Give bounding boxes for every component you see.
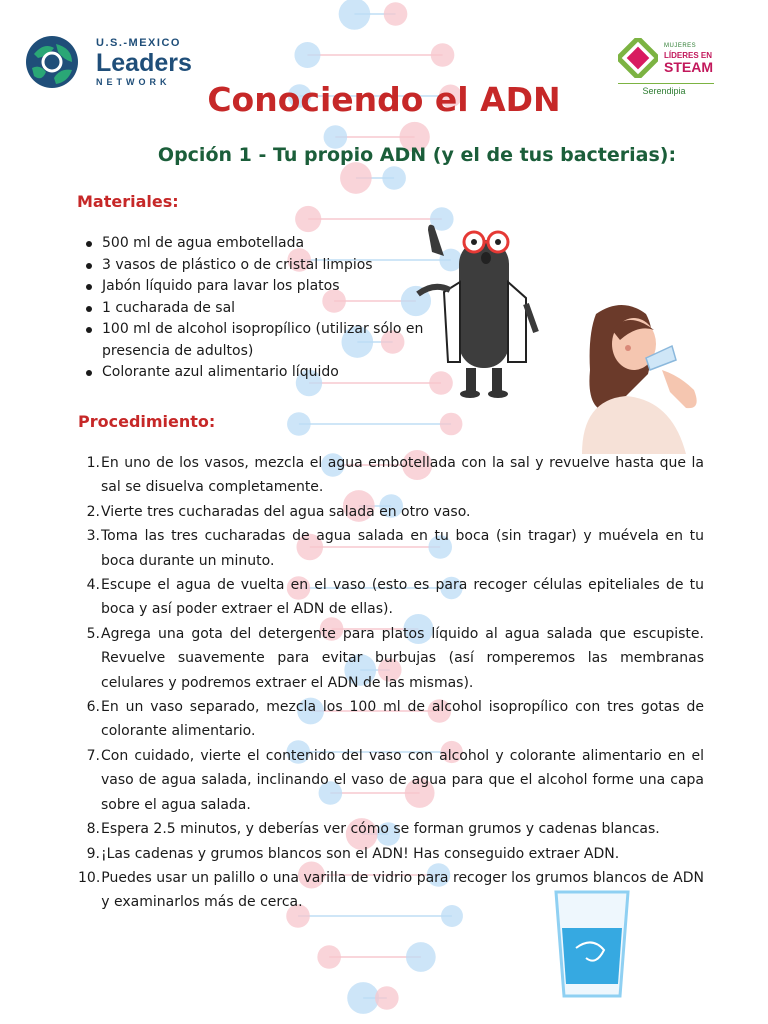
list-item: [78, 573, 704, 622]
step-text: Espera 2.5 minutos, y deberías ver cómo se forman grumos y cadenas blancas.: [101, 821, 660, 838]
woman-drinking-water-illustration: [576, 300, 704, 454]
step-text: En uno de los vasos, mezcla el agua embotellada con la sal y revuelve hasta que la sal se disuelva completamente.: [101, 455, 704, 496]
page-subtitle: Opción 1 - Tu propio ADN (y el de tus bacterias):: [157, 144, 677, 166]
step-number: 6.: [86, 699, 100, 716]
list-item: [78, 744, 704, 817]
step-text: En un vaso separado, mezcla los 100 ml de alcohol isopropílico con tres gotas de colorante alimentario.: [101, 699, 704, 740]
step-number: 10.: [78, 869, 101, 886]
glass-of-water-illustration: [552, 888, 632, 1000]
list-item: Colorante azul alimentario líquido: [84, 362, 464, 384]
procedimiento-heading: Procedimiento:: [78, 412, 216, 431]
list-item: [78, 451, 704, 500]
materiales-heading: Materiales:: [77, 192, 179, 211]
step-number: 7.: [86, 747, 100, 764]
step-text: Agrega una gota del detergente para platos líquido al agua salada que escupiste. Revuelve suavemente para evitar burbujas (así romperemos las membranas celulares y podremos extraer el ADN de las mismas).: [101, 625, 704, 691]
list-item: Jabón líquido para lavar los platos: [84, 276, 464, 298]
step-number: 1.: [86, 455, 100, 471]
step-text: Escupe el agua de vuelta en el vaso (esto es para recoger células epiteliales de tu boca y así poder extraer el ADN de ellas).: [101, 577, 704, 618]
list-item: [78, 842, 704, 866]
list-item: 100 ml de alcohol isopropílico (utilizar sólo en presencia de adultos): [84, 319, 464, 362]
step-text: Vierte tres cucharadas del agua salada en otro vaso.: [101, 503, 471, 520]
step-number: 3.: [86, 528, 100, 545]
list-item: [78, 695, 704, 744]
step-text: Con cuidado, vierte el contenido del vaso con alcohol y colorante alimentario en el vaso de agua salada, inclinando el vaso de agua para que el alcohol forme una capa sobre el agua salada.: [101, 747, 704, 813]
list-item: [78, 500, 704, 524]
logo-right-line3: STEAM: [664, 59, 713, 75]
list-item: 500 ml de agua embotellada: [84, 233, 464, 255]
logo-left-line1: U.S.-MEXICO: [96, 36, 181, 49]
list-item: [78, 524, 704, 573]
step-text: ¡Las cadenas y grumos blancos son el ADN! Has conseguido extraer ADN.: [101, 845, 620, 862]
list-item: 3 vasos de plástico o de cristal limpios: [84, 255, 464, 277]
page-title: Conociendo el ADN: [207, 80, 561, 119]
step-number: 9.: [86, 845, 100, 862]
list-item: 1 cucharada de sal: [84, 298, 464, 320]
logo-right-line1: MUJERES: [664, 43, 697, 49]
materials-list: [84, 233, 464, 384]
logo-left-line2: Leaders: [96, 48, 192, 77]
step-text: Puedes usar un palillo o una varilla de vidrio para recoger los grumos blancos de ADN y examinarlos más de cerca.: [101, 869, 704, 911]
list-item: [78, 817, 704, 841]
step-number: 2.: [86, 503, 100, 520]
logo-right-line4: Serendipia: [642, 86, 686, 96]
list-item: [78, 622, 704, 695]
logo-left-line3: NETWORK: [96, 76, 171, 87]
step-text: Toma las tres cucharadas de agua salada en tu boca (sin tragar) y muévela en tu boca durante un minuto.: [101, 528, 704, 569]
step-number: 5.: [86, 625, 100, 642]
procedure-list: [78, 451, 704, 915]
diamond-logo-icon: [618, 38, 658, 78]
logo-right-line2: LÍDERES EN: [664, 51, 713, 60]
scientist-bacteria-illustration: [414, 212, 544, 398]
step-number: 8.: [86, 821, 100, 838]
step-number: 4.: [86, 577, 100, 594]
